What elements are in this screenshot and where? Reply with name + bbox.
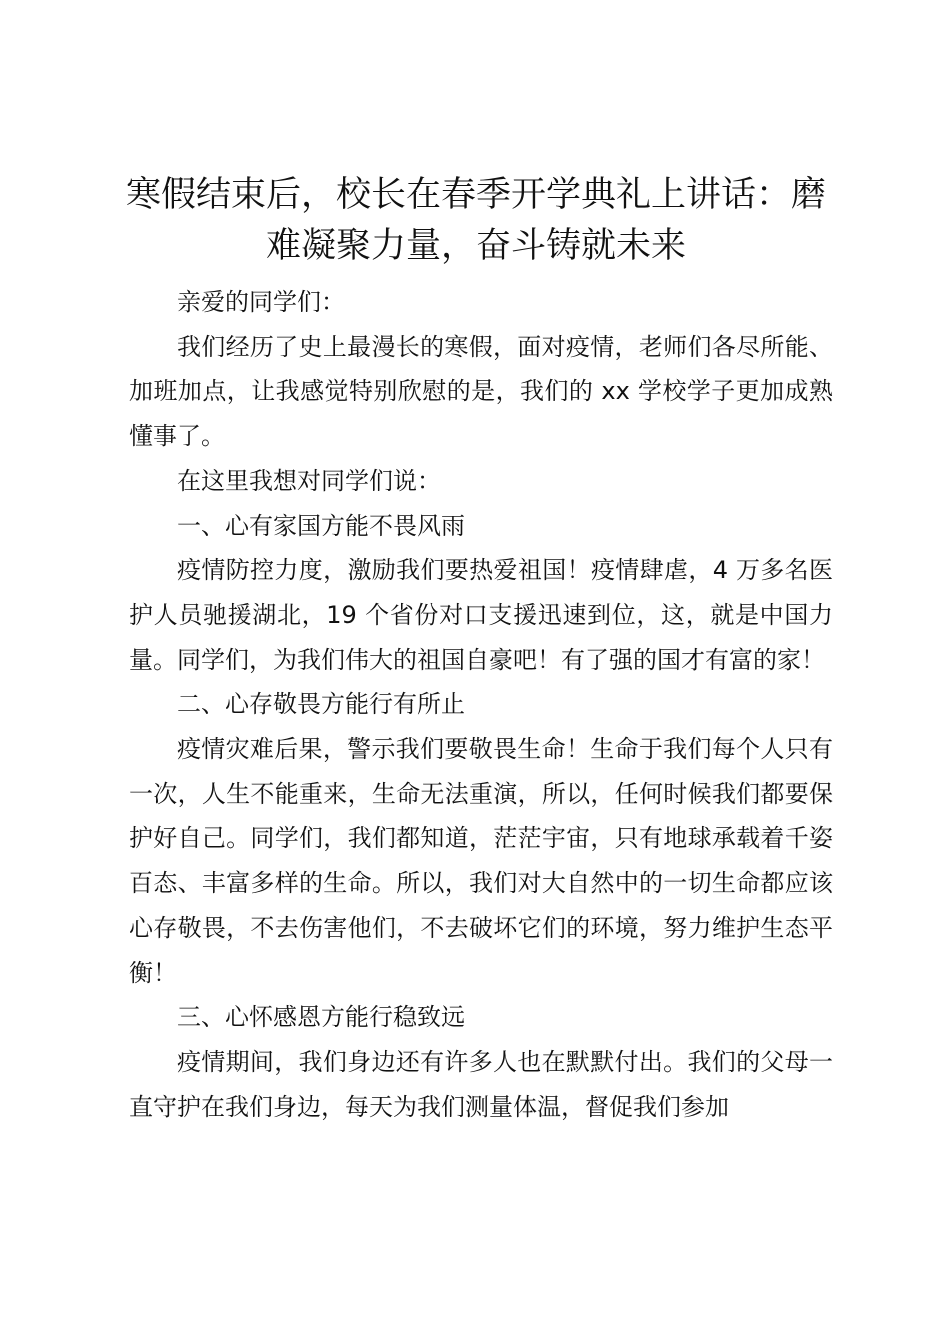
paragraph-lead-in: 在这里我想对同学们说： [177, 466, 441, 495]
salutation: 亲爱的同学们： [177, 288, 345, 316]
section-heading-1: 一、心有家国方能不畏风雨 [177, 511, 465, 540]
paragraph-section-2: 疫情灾难后果，警示我们要敬畏生命！生命于我们每个人只有一次，人生不能重来，生命无法重演，所以，任何时候我们都要保护好自己。同学们，我们都知道，茫茫宇宙，只有地球承载着千姿百态、丰富多样的生命。所以，我们对大自然中的一切生命都应该心存敬畏，不去伤害他们，不去破坏它们的环境，努力维护生态平衡！ [129, 735, 833, 987]
paragraph-section-1: 疫情防控力度，激励我们要热爱祖国！疫情肆虐，4 万多名医护人员驰援湖北，19 个省份对口支援迅速到位，这，就是中国力量。同学们，为我们伟大的祖国自豪吧！有了强的国才有富的家！ [129, 556, 833, 674]
section-heading-2: 二、心存敬畏方能行有所止 [177, 690, 465, 719]
document-body [129, 280, 833, 1129]
paragraph-section-3: 疫情期间，我们身边还有许多人也在默默付出。我们的父母一直守护在我们身边，每天为我们测量体温，督促我们参加 [129, 1047, 833, 1121]
paragraph-intro: 我们经历了史上最漫长的寒假，面对疫情，老师们各尽所能、加班加点，让我感觉特别欣慰的是，我们的 xx 学校学子更加成熟懂事了。 [129, 332, 833, 451]
section-heading-3: 三、心怀感恩方能行稳致远 [177, 1003, 465, 1032]
document-title: 寒假结束后，校长在春季开学典礼上讲话：磨难凝聚力量，奋斗铸就未来 [125, 175, 826, 266]
